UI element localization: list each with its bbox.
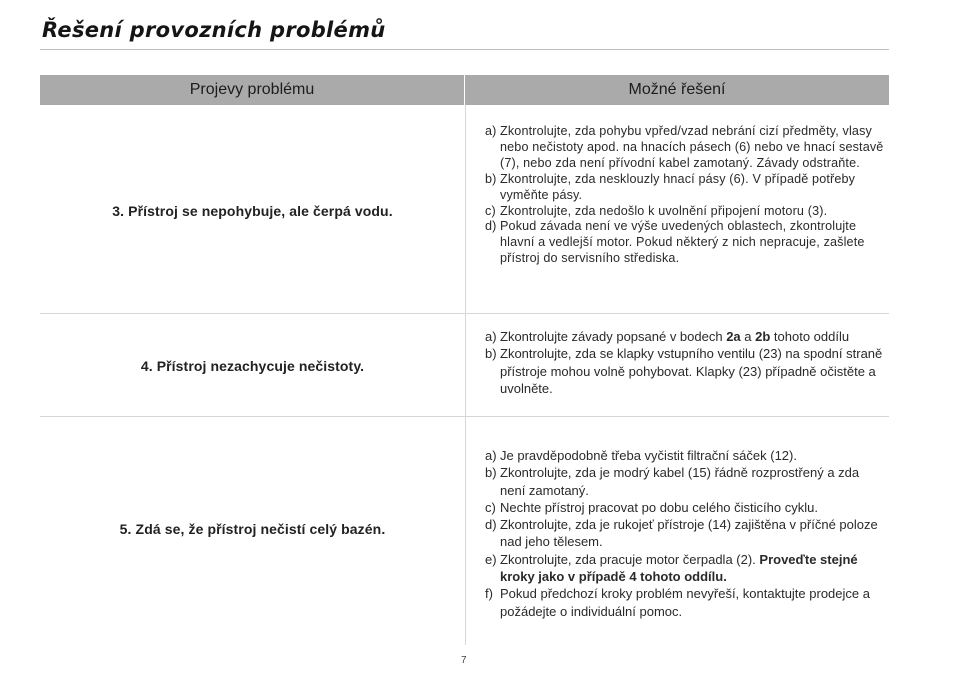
solution-label: a) bbox=[485, 329, 497, 344]
solution-item bbox=[485, 204, 885, 220]
solution-item bbox=[485, 345, 885, 397]
solution-item bbox=[485, 172, 885, 204]
solution-text bbox=[500, 585, 885, 620]
problem-5: 5. Zdá se, že přístroj nečistí celý bazén. bbox=[119, 521, 386, 537]
solution-label: d) bbox=[485, 219, 497, 234]
solution-item bbox=[485, 499, 885, 516]
solution-segment: Zkontrolujte, zda nedošlo k uvolnění připojení motoru (3). bbox=[500, 203, 828, 218]
solution-text bbox=[500, 345, 885, 397]
solution-segment: Zkontrolujte, zda pohybu vpřed/vzad nebrání cizí předměty, vlasy nebo nečistoty apod. na hnacích pásech (6) nebo ve hnací sestavě (7), nebo zda není přívodní kabel zamotaný. Závady odstraňte. bbox=[500, 124, 884, 170]
solution-text bbox=[500, 551, 885, 586]
solution-label: f) bbox=[485, 586, 493, 602]
solution-segment: a bbox=[740, 329, 756, 344]
solutions-list-5 bbox=[485, 447, 885, 620]
header-solution-column: Možné řešení bbox=[628, 81, 726, 98]
column-divider bbox=[465, 105, 466, 645]
table-header bbox=[40, 75, 889, 105]
solution-segment: Zkontrolujte, zda je rukojeť přístroje (14) zajištěna v příčné poloze nad jeho tělesem. bbox=[500, 517, 878, 550]
row-divider bbox=[40, 313, 889, 314]
page-number: 7 bbox=[461, 655, 467, 666]
solution-text bbox=[500, 499, 885, 516]
solutions-list-4 bbox=[485, 328, 885, 397]
header-problem-column: Projevy problému bbox=[40, 75, 465, 105]
solution-item bbox=[485, 219, 885, 267]
solutions-list-3 bbox=[485, 124, 885, 267]
solution-item bbox=[485, 464, 885, 499]
solution-text bbox=[500, 464, 885, 499]
solution-segment: Zkontrolujte, zda nesklouzly hnací pásy (6). V případě potřeby vyměňte pásy. bbox=[500, 171, 856, 202]
solution-label: d) bbox=[485, 517, 497, 533]
solution-label: b) bbox=[485, 346, 497, 362]
solution-segment: Pokud závada není ve výše uvedených oblastech, zkontrolujte hlavní a vedlejší motor. Pokud některý z nich nepracuje, zašlete přístroj do servisního střediska. bbox=[500, 219, 865, 266]
solution-segment: Zkontrolujte, zda se klapky vstupního ventilu (23) na spodní straně přístroje mohou volně pohybovat. Klapky (23) případně očistěte a uvolněte. bbox=[500, 346, 883, 396]
solution-emphasis: Proveďte stejné kroky jako v případě 4 tohoto oddílu. bbox=[500, 551, 858, 585]
solution-segment: Je pravděpodobně třeba vyčistit filtrační sáček (12). bbox=[500, 448, 797, 463]
solution-emphasis: 2b bbox=[755, 329, 771, 344]
solution-label: a) bbox=[485, 448, 497, 463]
solution-item bbox=[485, 516, 885, 551]
solution-label: c) bbox=[485, 499, 496, 515]
solution-segment: tohoto oddílu bbox=[770, 329, 850, 344]
problem-3: 3. Přístroj se nepohybuje, ale čerpá vodu. bbox=[112, 203, 393, 219]
solution-text bbox=[500, 124, 885, 172]
solution-text bbox=[500, 219, 885, 267]
solution-segment: Zkontrolujte, zda je modrý kabel (15) řádně rozprostřený a zda není zamotaný. bbox=[500, 465, 860, 498]
solution-text bbox=[500, 328, 885, 345]
solution-segment: Pokud předchozí kroky problém nevyřeší, kontaktujte prodejce a požádejte o individuální pomoc. bbox=[500, 586, 870, 619]
solution-item bbox=[485, 328, 885, 345]
solution-label: b) bbox=[485, 465, 497, 481]
solution-label: a) bbox=[485, 124, 497, 138]
solution-segment: Nechte přístroj pracovat po dobu celého čisticího cyklu. bbox=[500, 499, 818, 515]
solution-item bbox=[485, 551, 885, 586]
solution-item bbox=[485, 585, 885, 620]
solution-segment: Zkontrolujte závady popsané v bodech bbox=[500, 329, 727, 344]
solution-label: c) bbox=[485, 203, 496, 218]
title-divider bbox=[40, 49, 889, 50]
solution-label: e) bbox=[485, 551, 497, 567]
solution-text bbox=[500, 172, 885, 204]
solution-text bbox=[500, 447, 885, 464]
solution-segment: Zkontrolujte, zda pracuje motor čerpadla (2). bbox=[500, 551, 760, 567]
problem-4: 4. Přístroj nezachycuje nečistoty. bbox=[140, 358, 365, 374]
row-divider bbox=[40, 416, 889, 417]
solution-label: b) bbox=[485, 171, 497, 186]
solution-text bbox=[500, 204, 885, 220]
solution-text bbox=[500, 516, 885, 551]
solution-item bbox=[485, 124, 885, 172]
page-title: Řešení provozních problémů bbox=[42, 18, 386, 42]
solution-item bbox=[485, 447, 885, 464]
solution-emphasis: 2a bbox=[726, 329, 741, 344]
